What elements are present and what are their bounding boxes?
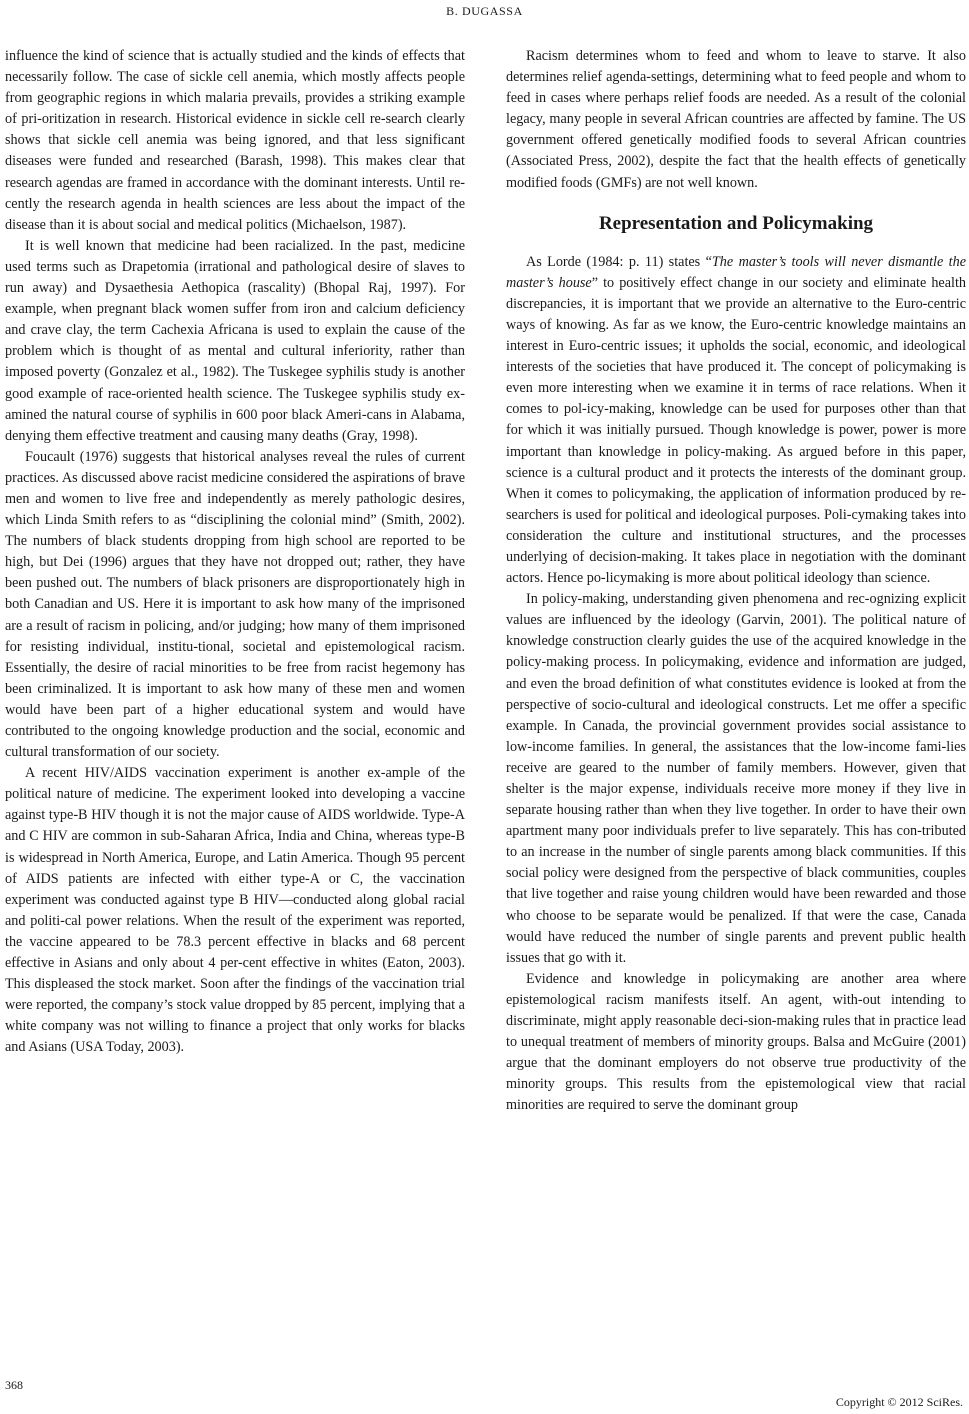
body-paragraph: influence the kind of science that is actually studied and the kinds of effects that necessarily follow. The case of sickle cell anemia, which mostly affects people from geographic regions in which malaria prevails, provides a striking example of pri-oritization in research. Historical evidence in sickle cell re-search clearly shows that sickle cell anemia was being ignored, and that less significant diseases were funded and researched (Barash, 1998). This makes clear that research agendas are framed in accordance with the dominant interests. Until re-cently the research agenda in health sciences are less about the impact of the disease than it is about social and medical politics (Michaelson, 1987). (5, 48, 465, 233)
body-paragraph: In policy-making, understanding given phenomena and rec-ognizing explicit values are influenced by the ideology (Garvin, 2001). The political nature of knowledge construction clearly guides the use of the acquired knowledge in the policy-making process. In policymaking, evidence and information are judged, and even the broad definition of what constitutes evidence is looked at from the perspective of socio-cultural and ideological constructs. Let me offer a specific example. In Canada, the provincial government provides social assistance to low-income families. In general, the assistances that the low-income fami-lies receive are geared to the number of family members. However, given that shelter is the major expense, individuals receive more money if they live in separate housing rather than when they live together. In order to have their own apartment many poor individuals prefer to live separately. This has con-tributed to an increase in the number of single parents among black communities. If this social policy were designed from the perspective of black communities, couples that live together and raise young children would have been rewarded and those who choose to be separate would be penalized. If that were the case, Canada would have reduced the number of single parents and prevent public health issues that go with it. (506, 591, 966, 966)
body-paragraph-lorde (506, 252, 966, 590)
running-head: B. DUGASSA (446, 4, 523, 18)
body-paragraph: A recent HIV/AIDS vaccination experiment is another ex-ample of the political nature of medicine. The experiment looked into developing a vaccine against type-B HIV though it is not the major cause of AIDS worldwide. Type-A and C HIV are common in sub-Saharan Africa, India and China, whereas type-B is widespread in North America, Europe, and Latin America. Though 95 percent of AIDS patients are infected with either type-A or C, the vaccination experiment was conducted against type B HIV—conducted along global racial and politi-cal power relations. When the result of the experiment was reported, the vaccine appeared to be 78.3 percent effective in blacks and 68 percent effective in Asians and only about 4 per-cent effective in whites (Eaton, 2003). This displeased the stock market. Soon after the findings of the vaccination trial were reported, the company’s stock value dropped by 85 percent, implying that a white company was not willing to finance a project that only works for blacks and Asians (USA Today, 2003). (5, 765, 465, 1056)
body-paragraph: Foucault (1976) suggests that historical analyses reveal the rules of current practices. As discussed above racist medicine considered the aspirations of brave men and women to live free and independently as merely pathologic desires, which Linda Smith refers to as “disciplining the colonial mind” (Smith, 2002). The numbers of black students dropping from high school are reported to be high, but Dei (1996) argues that they have not dropped out; rather, they have been pushed out. The numbers of black prisoners are disproportionately high in both Canadian and US. Here it is important to ask how many of the imprisoned are a result of racism in policing, and/or judging; how many of them imprisoned for resisting individual, institu-tional, societal and epistemological racism. Essentially, the desire of racial minorities to be free from racist hegemony has been criminalized. It is important to ask how many of these men and women would have been part of a higher educational system and would have contributed to the ongoing knowledge production and the social, economic and cultural transformation of our society. (5, 448, 465, 761)
right-column (506, 46, 966, 1117)
left-column (5, 46, 465, 1059)
body-paragraph: Racism determines whom to feed and whom to leave to starve. It also determines relief agenda-settings, determining what to feed people and whom to feed in cases where perhaps relief foods are needed. As a result of the colonial legacy, many people in several African countries are affected by famine. The US government offered genetically modified foods to several African countries (Associated Press, 2002), despite the fact that the health effects of genetically modified foods (GMFs) are not well known. (506, 48, 966, 191)
section-heading: Representation and Policymaking (598, 212, 874, 234)
quote-lead-in: As Lorde (1984: p. 11) states “ (526, 253, 712, 270)
lorde-quote: The master’s tools will never dismantle the master’s house (506, 253, 967, 291)
copyright-notice: Copyright © 2012 SciRes. (835, 1395, 963, 1409)
body-paragraph: Evidence and knowledge in policymaking are another area where epistemological racism manifests itself. An agent, with-out intending to discriminate, might apply reasonable deci-sion-making rules that in practice lead to unequal treatment of members of minority groups. Balsa and McGuire (2001) argue that the dominant employers do not observe true productivity of the minority groups. This results from the epistemological view that racial minorities are required to serve the dominant group (506, 970, 966, 1114)
page-number: 368 (5, 1378, 23, 1392)
quote-continuation: ” to positively effect change in our society and eliminate health discrepancies, it is important that we provide an alternative to the Euro-centric ways of knowing. As far as we know, the Euro-centric knowledge maintains an interest in Euro-centric issues; it upholds the social, economic, and ideological interests of the societies that have produced it. The concept of policymaking is even more interesting when we examine it in terms of race relations. When it comes to pol-icy-making, knowledge can be used for purposes other than that for which it was initially pursued. Though knowledge is power, power is more important than knowledge in policy-making. As argued before in this paper, science is a cultural product and it protects the interests of the dominant group. When it comes to policymaking, the application of information produced by re-searchers is used for political and ideological purposes. Poli-cymaking takes into consideration the culture and institutional structures, and the processes underlying of decision-making. It takes place in negotiation with the dominant actors. Hence po-licymaking is more about political ideology than science. (506, 274, 966, 587)
body-paragraph: It is well known that medicine had been racialized. In the past, medicine used terms such as Drapetomia (irrational and pathological desire of slaves to run away) and Dysaethesia Aethopica (rascality) (Bhopal Raj, 1997). For example, when pregnant black women suffer from iron and calcium deficiency and crave clay, the term Cachexia Africana is used to explain the cause of the problem which is thought of as mental and cultural inferiority, rather than imposed poverty (Gonzalez et al., 1982). The Tuskegee syphilis study is another good example of race-oriented health science. The Tuskegee syphilis study ex-amined the natural course of syphilis in 600 poor black Ameri-cans in Alabama, denying them effective treatment and causing many deaths (Gray, 1998). (5, 237, 465, 444)
